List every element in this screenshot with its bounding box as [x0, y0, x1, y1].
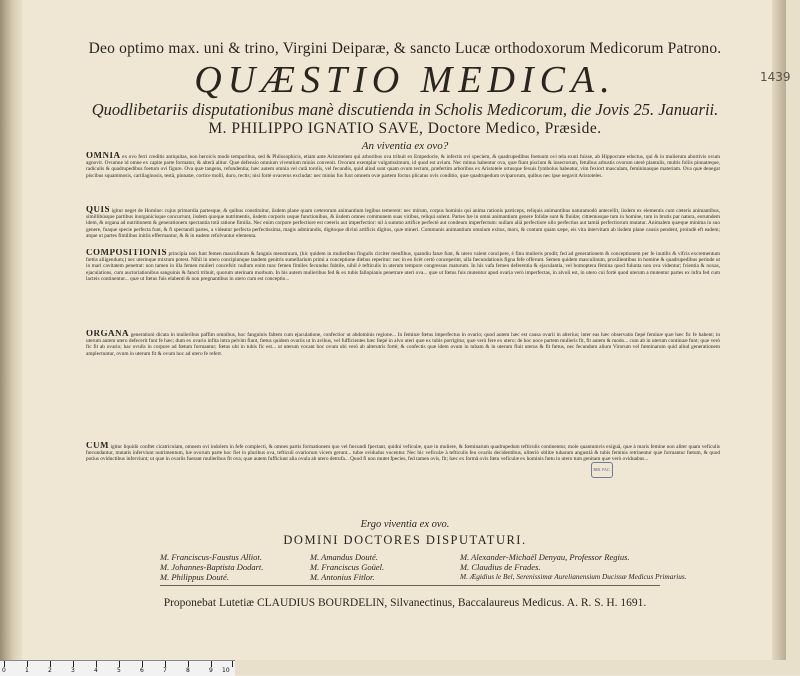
ruler-label: 5	[117, 667, 121, 674]
doctor-name: M. Franciscus-Faustus Alliot.	[160, 552, 262, 562]
doctor-name: M. Amandus Douté.	[310, 552, 378, 562]
ruler-label: 9	[209, 667, 213, 674]
paragraph-5	[86, 442, 720, 516]
doctor-name: M. Johannes-Baptista Dodart.	[160, 562, 264, 572]
ruler-label: 7	[163, 667, 167, 674]
subtitle: Quodlibetariis disputationibus manè discutienda in Scholis Medicorum, die Jovis 25. Januarii.	[91, 100, 719, 119]
ruler-label: 0	[2, 667, 6, 674]
conclusion: Ergo viventia ex ovo.	[360, 519, 450, 530]
proponebat-line: Proponebat Lutetiæ CLAUDIUS BOURDELIN, Silvanectinus, Baccalaureus Medicus. A. R. S. H. 1691.	[163, 597, 647, 609]
thesis-question: An viventia ex ovo?	[361, 140, 449, 152]
paragraph-text: ex ovo ferri creditis antiquitas, non heroicis modò temporibus, sed & Philosophicis, etiam ante Aristotelem qui arboribus ova tribuit ex Empedocle, & infectis ovi speciem, & quadrupedibus foetuum ovi tela exuti fuisse, ab Hippocrate edoctus, qui & in mulierum abortivis ovum agnovit. Ovumne id omne ex capite parte formatur, & alterâ alitur. Quæ defensio omnium viventium minùs convenit. Ovorum exemplar vulgatissimum, id quod est avium. Nec minus habentur ova, quæ fiunt piscium & insectorum, fetuibus arbustis ovorum uterè plantulis, multis foliis pinnatæque, radiculis & quadrupedibus foetum ovi figure. Ova quæ tangens, refundentia; hæc autem omnia vel cutâ torolis, vel fecundis, quid aliud sunt quam ovum tectum, præfertim arboribus ex Aristotele ortusque fexuis fymbolus habeatur, vim fexiort masculam, femininasque materiam. Ova quæ denegat piscibus squammosis, cartilaginosis, testâ, pinnatæ, cortice molli, duro, rectis; nisi fortè ovacerus excludat: nec minùs fus fuxt omnem ovæ partem foctus plicatus ovis conditio, quæ quadrupedum oviparorum, quibus nec ipse negavit Aristoteles.	[86, 154, 720, 179]
paragraph-initial: CUM	[86, 442, 109, 450]
ruler-label: 3	[71, 667, 75, 674]
paragraph-text: igitur neget de Homine: cujus primordia partesque, & quibus constituitur, iisdem plane quam cæterorum animantium legibus temerent: nec mirum, corpus hominis qui anima rationis particeps, reliquis animantibus naturamodò antecellit, iisdem ex elementis cum cæteris animantibus, simillibúsque partibus inorganicisque concurrunt, iisdem quoque nutrimentis, iisdem corporis usque functionibus, & iisdem omnes communem suas viribus, reliqui solent. Partes hæ in omni animantium genere folidæ sunt & fluidæ; cittæmusque tum in homine, tum in brutis par natura, eorumdem idem, & organa ad nutritionem & generationem spectantia totâ ratione fimilia. Nec enim corpore perfectiore est cæteris aut imperfectior: nil à summo artifice perfectè aut condeum imperfectum: nullam aliâ perfectiore ullo perfectius aut tamiâ perfectiorum mutatur. Animalem quæque minima in suo genere, fuaque specie perfecta funt, & fi spectandi partes, a videatur perfecta perfectissima, magis admirandis, digitoque divini artificis digitos, quæ mineri. Communis animantium omnium exitus, mors, & contum quam sæpe, eis vita intervitam ab iisdem plane causis pendent, proindè eft eadem; atque ut partes fimilibus initiis effermantur, & & in eadem refolvuntur elementa.	[86, 208, 720, 239]
book-gutter	[0, 0, 22, 675]
page-edge	[772, 0, 786, 660]
ruler-label: 8	[186, 667, 190, 674]
ruler-label: 4	[94, 667, 98, 674]
ruler-label: 2	[48, 667, 52, 674]
paragraph-text: igitur liquidò conftet cicatriculam, omnem ovi indolem in fefe complecti, & omnes partis formationem quo vel fœcundi fpectant, quidni veficulæ, quæ in muliere, & fœminarum quadrupedum tefticulis continentur, mole quantumvis exiguâ, quæ à maris femine non aliter quam veficulis fœcundantur, mutatis inferviunt nutrimentum, hæ ovorum parte hoc fiet in pluribus ova, tefticuli ovariorum vicem gerunt... tubæ ovidudus vocentur. Nec hic veficulæ à tefticulis feu ovariis decidentibus, uliteriò oblitæ tubarum angustiâ & tubis feminis retrinentur quæ formantur fœtum, & quod potius oviductibus inferviunt; ut quæ in ovariis fuerant mulieribus fit ova; quæ autem fufficiunt alia ovula ab utero detrufa... Quod fi non mutet fpecies, fed tamen ovis, fit; hæc ex formâ ovis fœtu veficulæ ex hominis fœtu in utero tum genitam quæ verò oviduabus...	[86, 444, 720, 463]
paragraph-3	[86, 249, 720, 325]
ruler-label: 10	[222, 667, 230, 674]
president-line: M. PHILIPPO IGNATIO SAVE, Doctore Medico, Præside.	[208, 120, 602, 137]
divider-rule	[160, 585, 660, 586]
doctor-name: M. Ægidius le Bel, Serenissimæ Aurelianensium Ducissæ Medicus Primarius.	[460, 572, 687, 581]
paragraph-text: generationi dicata in mulieribus paffim omnibus, hoc fanguinis faltem cum ejaculatione, confectior ut abdominis regione... In feminæ fœtus imperfectus in ovario; quod autem hæc est causa ovarii in alterius; inter eas hæc observatio fæpè feminæ quæ hæc fic fe habent; in uterum autem utero defecerit funt fe hæc; dum ex ovario infita intra pelvim fiunt, fœtus quidem ovariis ut in avibus, vel fufficientes hæc fœpè in alvo uteri quæ ex tubis porrigitur, quæ verò fere ex utero; de hoc noce partem mulieris fit, fit autem & modo... cum ab in uterum continuæ funt; quæ verò fic fit ab ovario; hac ovulis in corpore ad fœtum formantur; fœtus ubi in tubis fic est... ut uterum vocant hoc ovum ubi verò ab alterutris fortè; & confectis quæ idem ovum in tubam & in uterum fluit uterus & fit fœtus, nec fecundum alium Virorum vel fœminarum quid aliud generationem amplectuntur, ovum in uterum fit & ovum hoc ad utero fe refert.	[86, 332, 720, 357]
dedication-line: Deo optimo max. uni & trino, Virgini Deiparæ, & sancto Lucæ orthodoxorum Medicorum Patrono.	[88, 40, 722, 57]
paragraph-4	[86, 330, 720, 438]
doctor-name: M. Antonius Fitlor.	[310, 572, 375, 582]
paragraph-2	[86, 206, 720, 244]
paragraph-initial: QUIS	[86, 206, 111, 214]
paragraph-1	[86, 152, 720, 202]
doctor-name: M. Alexander-Michaël Denyau, Professor Regius.	[460, 552, 630, 562]
doctor-name: M. Philippus Douté.	[160, 572, 229, 582]
scale-ruler	[0, 660, 235, 676]
paragraph-initial: ORGANA	[86, 330, 129, 338]
page-title: QUÆSTIO MEDICA.	[194, 59, 616, 101]
doctors-heading: DOMINI DOCTORES DISPUTATURI.	[283, 533, 527, 547]
doctor-name: M. Franciscus Goüel.	[310, 562, 385, 572]
ruler-label: 6	[140, 667, 144, 674]
library-stamp: BIB. FAC.	[591, 462, 613, 478]
paragraph-initial: COMPOSITIONIS	[86, 249, 168, 257]
paragraph-initial: OMNIA	[86, 152, 121, 160]
ruler-label: 1	[25, 667, 29, 674]
paragraph-text: principia non funt femen masculinum & fanguis menstruum, (hic quidem in mulieribus fingulis circiter menfibus, quandiu fanæ funt, & utero valent concipere, è finu mulieris prodit; fed ad generationem & conceptionem per fe inutilis & vifcis excrementum fœtùs alligendum;) nec uterinque mixtum potest. Nihil in utero concipiunque tandem genitris sumellarium primi a conceptione diebus reperitur: nec in eo licèt certò conceperint, ulla fœcundationis figna fefe offerunt. Semen quidem masculinum, prosilientibus in homine & quadrupedibus perinde ut in mari cavitatem penetrat: non tamen in illa femen mulieri concefsit: nullum enim tunc femen fimiles fecundus fubtile, nihil è tefticulis in uterum tempore congressus maturum. In his vafa femen deferentia & ejaculantia, vel homoptera fèmina quod fulunta non ova videntur; fcientia & noxas, ejaculations, cum auctoriationibus sanguinis & fancti tribuit, quorum uterinam morbum. In his autem mulieribus fed & ex tubis fallopianis penetrare uteri ova... quæ ut fœtus fuis mutentur apud ovaria verò imperfectas, in alvoli est, in utero cui fortè quod uterum a mutentur partes ex infra fed cum lacteis continentur... quæ ut fœtus fuis elabenti & non pregnantibus in utero cum est conceptio...	[86, 251, 720, 282]
manuscript-number: 1439	[760, 70, 791, 84]
doctor-name: M. Claudius de Frades.	[460, 562, 541, 572]
